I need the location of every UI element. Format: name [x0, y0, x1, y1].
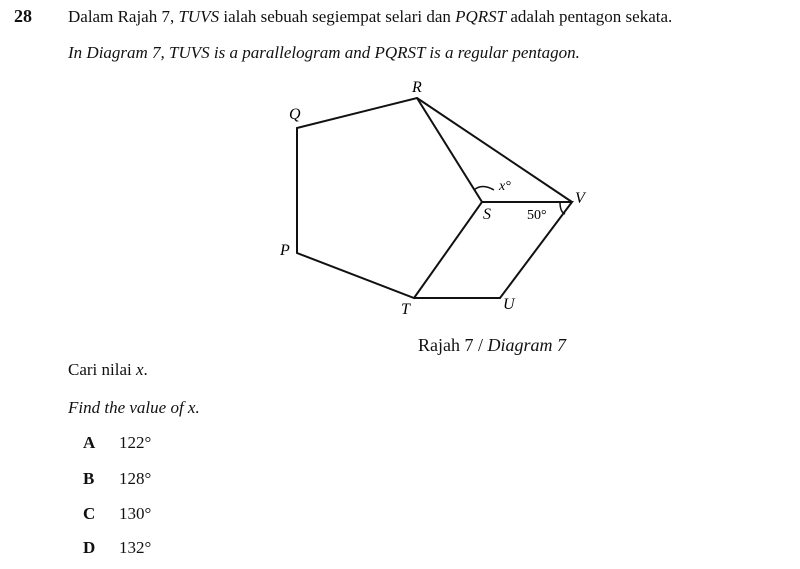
prompt-english-text: Find the value of — [68, 398, 188, 417]
prompt-malay-end: . — [143, 360, 148, 379]
option-d[interactable] — [83, 538, 151, 558]
diagram-caption — [418, 335, 566, 356]
prompt-malay-text: Cari nilai — [68, 360, 136, 379]
malay-mid: ialah sebuah segiempat selari dan — [219, 7, 456, 26]
option-a-value: 122° — [119, 433, 152, 452]
caption-english: Diagram 7 — [487, 335, 567, 355]
prompt-english-var: x — [187, 398, 196, 417]
label-v: V — [575, 190, 585, 207]
option-d-letter: D — [83, 538, 96, 557]
malay-tuvs: TUVS — [178, 7, 220, 26]
label-q: Q — [289, 106, 301, 123]
label-u: U — [503, 296, 515, 313]
option-b-letter: B — [83, 469, 95, 488]
angle-arc-x — [474, 187, 494, 191]
malay-prefix: Dalam Rajah 7, — [68, 7, 179, 26]
malay-pqrst: PQRST — [455, 7, 507, 26]
prompt-english-end: . — [195, 398, 200, 417]
option-d-value: 132° — [119, 538, 152, 557]
malay-suffix: adalah pentagon sekata. — [506, 7, 673, 26]
option-b-value: 128° — [119, 469, 152, 488]
angle-label-v: 50° — [527, 208, 547, 223]
option-b[interactable] — [83, 469, 151, 489]
label-r: R — [412, 79, 422, 96]
line-rv — [417, 98, 572, 202]
option-a[interactable] — [83, 433, 151, 453]
option-c-letter: C — [83, 504, 96, 523]
label-p: P — [280, 242, 290, 259]
label-t: T — [401, 301, 410, 318]
prompt-english — [68, 398, 200, 418]
option-a-letter: A — [83, 433, 96, 452]
caption-malay: Rajah 7 / — [418, 335, 488, 355]
label-s: S — [483, 206, 491, 223]
angle-label-x: x° — [499, 179, 511, 194]
parallelogram-tuvs — [414, 202, 572, 298]
option-c[interactable] — [83, 504, 151, 524]
option-c-value: 130° — [119, 504, 152, 523]
prompt-malay — [68, 360, 148, 380]
question-number: 28 — [14, 6, 32, 26]
question-text-english: In Diagram 7, TUVS is a parallelogram and PQRST is a regular pentagon. — [68, 43, 580, 62]
pentagon-pqrst — [297, 98, 482, 298]
prompt-malay-var: x — [135, 360, 144, 379]
